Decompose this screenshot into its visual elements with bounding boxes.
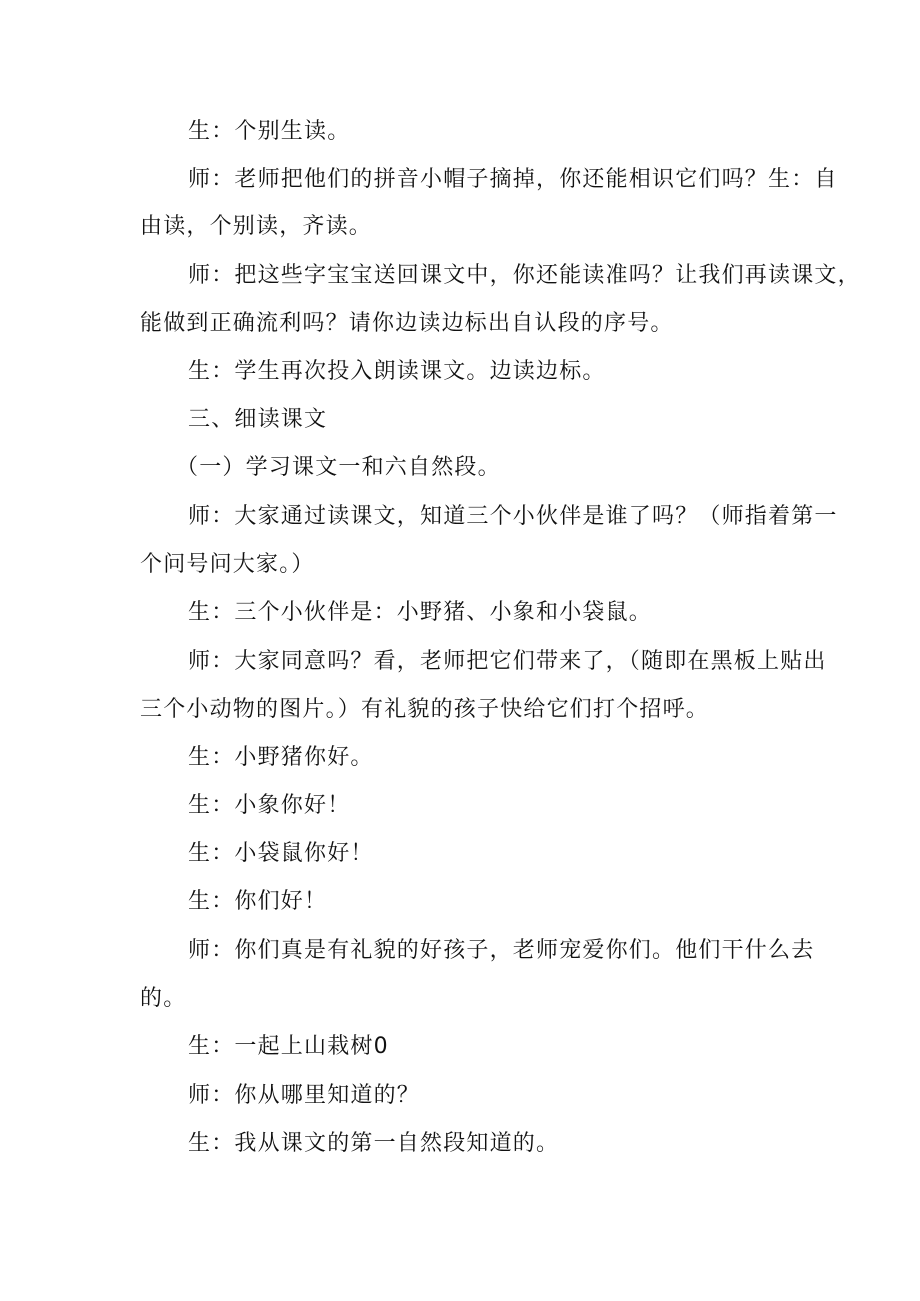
text-line: 生：学生再次投入朗读课文。边读边标。 bbox=[188, 359, 606, 384]
section-heading: 三、细读课文 bbox=[188, 407, 328, 432]
subsection-heading: （一）学习课文一和六自然段。 bbox=[176, 455, 501, 480]
text-line: 由读，个别读，齐读。 bbox=[140, 214, 373, 239]
text-line: 生：小象你好！ bbox=[188, 793, 351, 818]
text-line: 生：小野猪你好。 bbox=[188, 745, 374, 770]
text-line: 生：小袋鼠你好！ bbox=[188, 841, 374, 866]
text-line: 生：一起上山栽树0 bbox=[188, 1034, 389, 1059]
text-line: 生：个别生读。 bbox=[188, 119, 351, 144]
text-line: 生：我从课文的第一自然段知道的。 bbox=[188, 1131, 560, 1156]
text-line: 的。 bbox=[140, 986, 187, 1011]
text-line: 生：三个小伙伴是：小野猪、小象和小袋鼠。 bbox=[188, 600, 653, 625]
text-line: 个问号问大家。） bbox=[140, 552, 315, 577]
text-line: 师：大家通过读课文，知道三个小伙伴是谁了吗？（师指着第一 bbox=[188, 504, 838, 529]
text-line: 三个小动物的图片。）有礼貌的孩子快给它们打个招呼。 bbox=[140, 697, 710, 722]
text-line: 师：老师把他们的拼音小帽子摘掉，你还能相识它们吗？生：自 bbox=[188, 167, 838, 192]
text-line: 师：把这些字宝宝送回课文中，你还能读准吗？让我们再读课文， bbox=[188, 263, 861, 288]
text-line: 师：你从哪里知道的？ bbox=[188, 1083, 421, 1108]
text-line: 能做到正确流利吗？请你边读边标出自认段的序号。 bbox=[140, 311, 674, 336]
text-line: 生：你们好！ bbox=[188, 889, 328, 914]
text-line: 师：大家同意吗？看，老师把它们带来了，（随即在黑板上贴出 bbox=[188, 649, 827, 674]
text-line: 师：你们真是有礼貌的好孩子，老师宠爱你们。他们干什么去 bbox=[188, 938, 815, 963]
